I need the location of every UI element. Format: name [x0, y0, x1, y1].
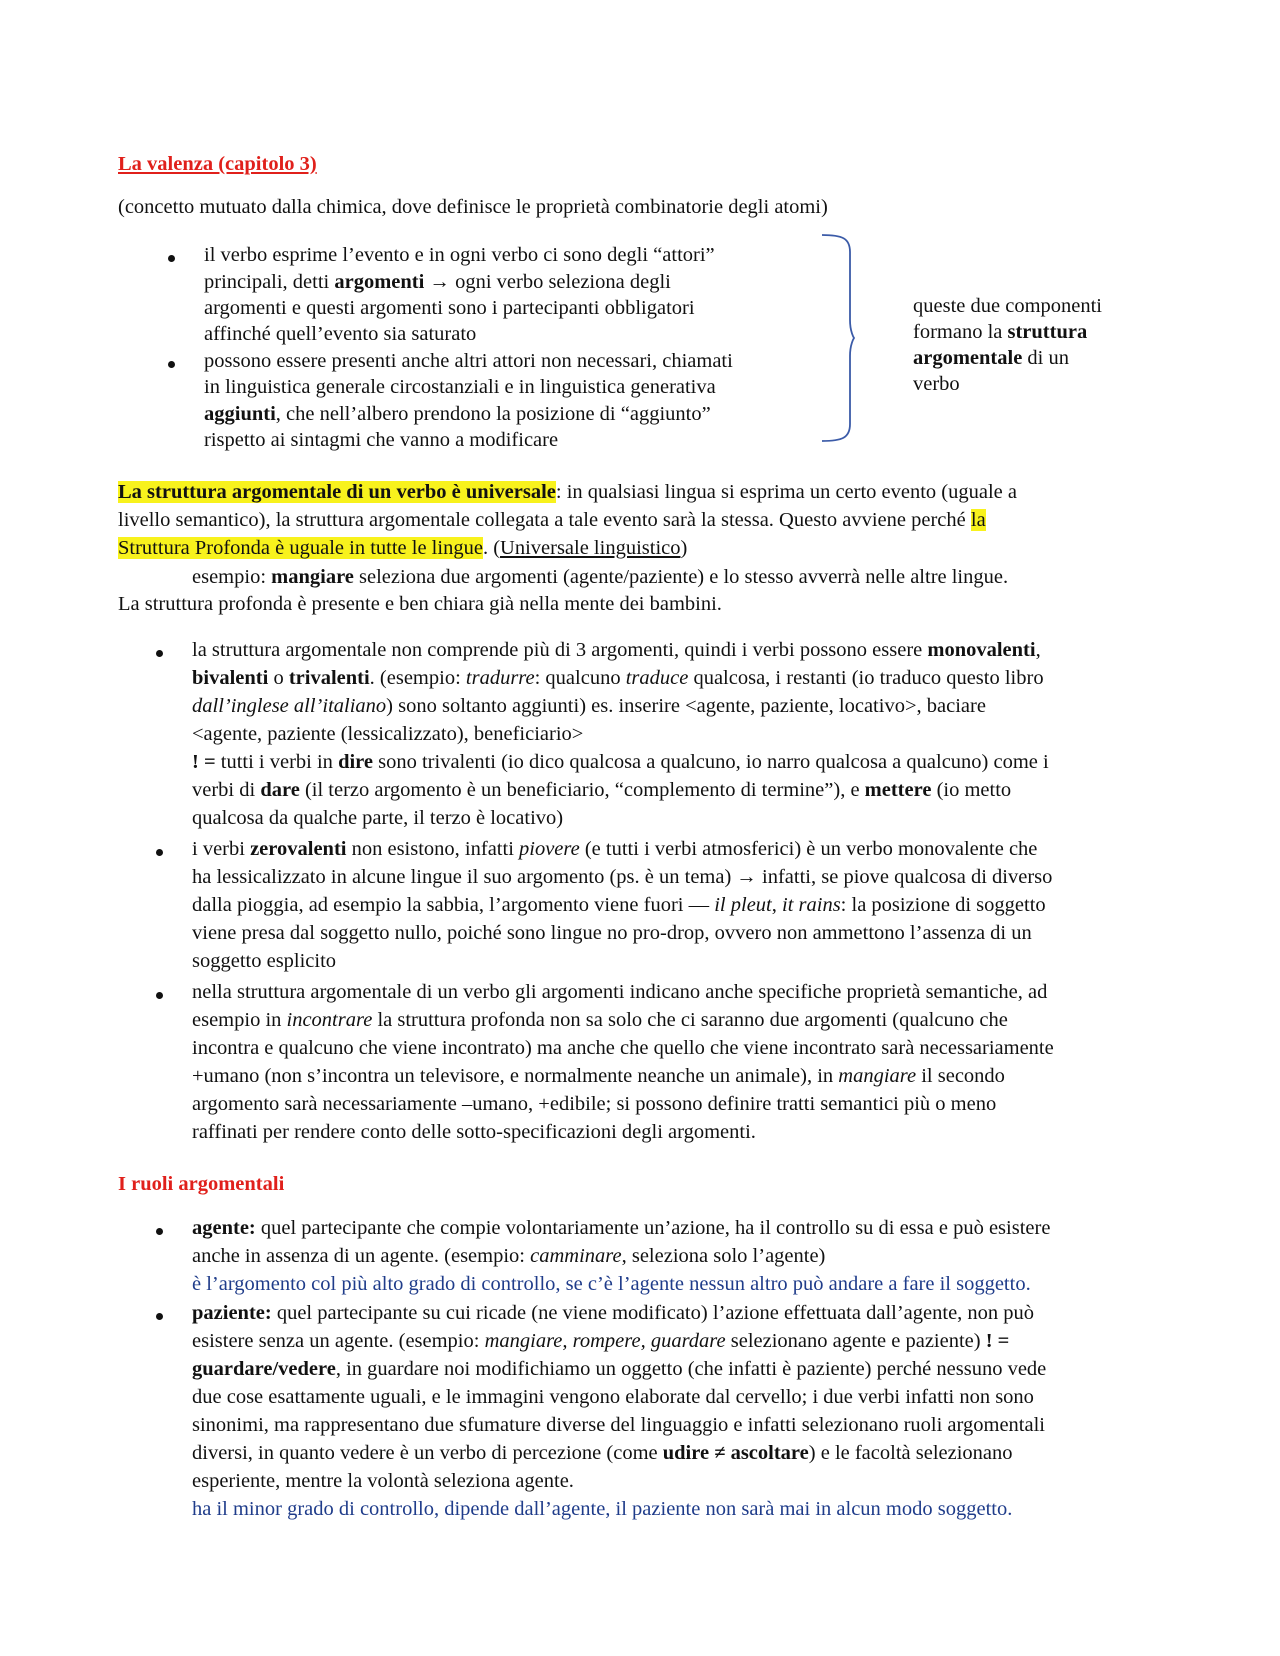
bullet-dot [156, 992, 163, 999]
univ-l3: Struttura Profonda è uguale in tutte le lingue. (Universale linguistico) [118, 537, 688, 559]
tb2-l2: in linguistica generale circostanziali e in linguistica generativa [204, 376, 716, 398]
roles-pa6: diversi, in quanto vedere è un verbo di percezione (come udire ≠ ascoltare) e le facoltà selezionano [192, 1442, 1013, 1464]
mid-b1: i verbi zerovalenti non esistono, infatti piovere (e tutti i verbi atmosferici) è un verbo monovalente che [192, 838, 1038, 860]
tb1-l1: il verbo esprime l’evento e in ogni verbo ci sono degli “attori” [204, 244, 715, 266]
roles-pa4: due cose esattamente uguali, e le immagini vengono elaborate dal cervello; i due verbi infatti non sono [192, 1386, 1034, 1408]
roles-heading: I ruoli argomentali [118, 1173, 285, 1195]
brace-note-l2: formano la struttura [913, 321, 1088, 343]
mid-c6: raffinati per rendere conto delle sotto-specificazioni degli argomenti. [192, 1121, 756, 1143]
mid-a1: la struttura argomentale non comprende più di 3 argomenti, quindi i verbi possono essere monovalenti, [192, 639, 1041, 661]
mid-b3: dalla pioggia, ad esempio la sabbia, l’argomento viene fuori — il pleut, it rains: la posizione di soggetto [192, 894, 1046, 916]
mid-b2: ha lessicalizzato in alcune lingue il suo argomento (ps. è un tema) → infatti, se piove qualcosa di diverso [192, 866, 1053, 888]
mid-a7: qualcosa da qualche parte, il terzo è locativo) [192, 807, 564, 829]
brace-note-l1: queste due componenti [913, 295, 1103, 317]
roles-pa3: guardare/vedere, in guardare noi modifichiamo un oggetto (che infatti è paziente) perché nessuno vede [192, 1358, 1047, 1380]
intro-text: (concetto mutuato dalla chimica, dove definisce le proprietà combinatorie degli atomi) [118, 196, 828, 218]
mid-c5: argomento sarà necessariamente –umano, +edibile; si possono definire tratti semantici più o meno [192, 1093, 997, 1115]
roles-ag3: è l’argomento col più alto grado di controllo, se c’è l’agente nessun altro può andare a fare il soggetto. [192, 1273, 1031, 1295]
tb2-l4: rispetto ai sintagmi che vanno a modificare [204, 429, 559, 451]
tb2-l3: aggiunti, che nell’albero prendono la posizione di “aggiunto” [204, 403, 711, 425]
roles-pa5: sinonimi, ma rappresentano due sfumature diverse del linguaggio e infatti selezionano ruoli argomentali [192, 1414, 1045, 1436]
roles-ag1: agente: quel partecipante che compie volontariamente un’azione, ha il controllo su di essa e può esistere [192, 1217, 1051, 1239]
bullet-dot [156, 849, 163, 856]
mid-a4: <agente, paziente (lessicalizzato), beneficiario> [192, 723, 584, 745]
univ-l5: La struttura profonda è presente e ben chiara già nella mente dei bambini. [118, 593, 722, 615]
mid-c4: +umano (non s’incontra un televisore, e normalmente neanche un animale), in mangiare il secondo [192, 1065, 1005, 1087]
univ-l1: La struttura argomentale di un verbo è universale: in qualsiasi lingua si esprima un certo evento (uguale a [118, 481, 1017, 503]
brace-note-l3: argomentale di un [913, 347, 1069, 369]
univ-example: esempio: mangiare seleziona due argomenti (agente/paziente) e lo stesso avverrà nelle altre lingue. [192, 566, 1009, 588]
roles-pa2: esistere senza un agente. (esempio: mangiare, rompere, guardare selezionano agente e paziente) ! = [192, 1330, 1010, 1352]
mid-c2: esempio in incontrare la struttura profonda non sa solo che ci saranno due argomenti (qualcuno che [192, 1009, 1008, 1031]
bullet-dot [168, 255, 175, 262]
brace-note-l4: verbo [913, 373, 960, 395]
mid-b4: viene presa dal soggetto nullo, poiché sono lingue no pro-drop, ovvero non ammettono l’assenza di un [192, 922, 1032, 944]
roles-pa7: esperiente, mentre la volontà seleziona agente. [192, 1470, 574, 1492]
bullet-dot [156, 650, 163, 657]
mid-c3: incontra e qualcuno che viene incontrato) ma anche che quello che viene incontrato sarà necessariamente [192, 1037, 1054, 1059]
bullet-dot [156, 1228, 163, 1235]
mid-a3: dall’inglese all’italiano) sono soltanto aggiunti) es. inserire <agente, paziente, locativo>, baciare [192, 695, 986, 717]
mid-a6: verbi di dare (il terzo argomento è un beneficiario, “complemento di termine”), e mettere (io metto [192, 779, 1012, 801]
tb1-l2: principali, detti argomenti → ogni verbo seleziona degli [204, 271, 671, 293]
mid-c1: nella struttura argomentale di un verbo gli argomenti indicano anche specifiche proprietà semantiche, ad [192, 981, 1048, 1003]
tb1-l3: argomenti e questi argomenti sono i partecipanti obbligatori [204, 297, 695, 319]
bullet-dot [168, 361, 175, 368]
bullet-dot [156, 1313, 163, 1320]
mid-b5: soggetto esplicito [192, 950, 337, 972]
roles-ag2: anche in assenza di un agente. (esempio: camminare, seleziona solo l’agente) [192, 1245, 826, 1267]
tb1-l4: affinché quell’evento sia saturato [204, 323, 477, 345]
roles-pa8: ha il minor grado di controllo, dipende dall’agente, il paziente non sarà mai in alcun modo soggetto. [192, 1498, 1013, 1520]
brace-icon [820, 232, 856, 444]
univ-l2: livello semantico), la struttura argomentale collegata a tale evento sarà la stessa. Questo avviene perché la [118, 509, 986, 531]
roles-pa1: paziente: quel partecipante su cui ricade (ne viene modificato) l’azione effettuata dall’agente, non può [192, 1302, 1035, 1324]
mid-a5: ! = tutti i verbi in dire sono trivalenti (io dico qualcosa a qualcuno, io narro qualcosa a qualcuno) come i [192, 751, 1049, 773]
tb2-l1: possono essere presenti anche altri attori non necessari, chiamati [204, 350, 733, 372]
page-title: La valenza (capitolo 3) [118, 153, 317, 175]
mid-a2: bivalenti o trivalenti. (esempio: tradurre: qualcuno traduce qualcosa, i restanti (io traduco questo libro [192, 667, 1044, 689]
